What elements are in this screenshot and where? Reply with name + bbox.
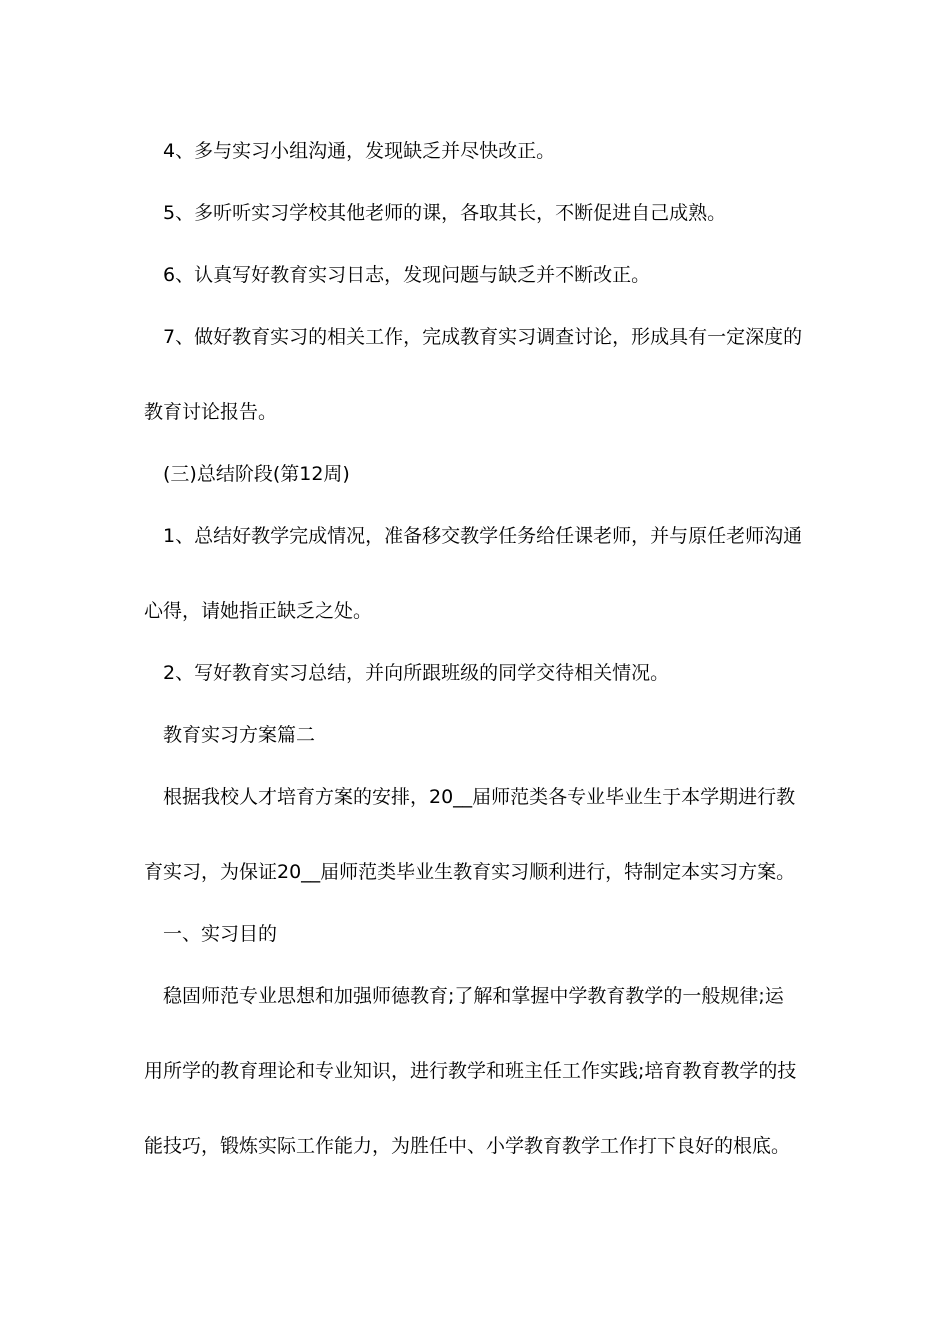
paragraph-line: 稳固师范专业思想和加强师德教育;了解和掌握中学教育教学的一般规律;运 [163,985,784,1007]
paragraph-line: 1、总结好教学完成情况，准备移交教学任务给任课老师，并与原任老师沟通 [163,525,803,547]
paragraph-line: 7、做好教育实习的相关工作，完成教育实习调查讨论，形成具有一定深度的 [163,326,803,348]
paragraph-line: 根据我校人才培育方案的安排，20__届师范类各专业毕业生于本学期进行教 [163,786,796,808]
section-heading: (三)总结阶段(第12周) [163,463,350,485]
paragraph-line: 6、认真写好教育实习日志，发现问题与缺乏并不断改正。 [163,264,651,286]
paragraph-line: 能技巧，锻炼实际工作能力，为胜任中、小学教育教学工作打下良好的根底。 [144,1135,791,1157]
section-heading: 一、实习目的 [163,923,278,945]
paragraph-line: 5、多听听实习学校其他老师的课，各取其长，不断促进自己成熟。 [163,202,727,224]
paragraph-line: 教育讨论报告。 [144,401,278,423]
paragraph-line: 心得，请她指正缺乏之处。 [144,600,373,622]
section-heading: 教育实习方案篇二 [163,724,316,746]
paragraph-line: 育实习，为保证20__届师范类毕业生教育实习顺利进行，特制定本实习方案。 [144,861,796,883]
paragraph-line: 4、多与实习小组沟通，发现缺乏并尽快改正。 [163,140,556,162]
paragraph-line: 2、写好教育实习总结，并向所跟班级的同学交待相关情况。 [163,662,670,684]
paragraph-line: 用所学的教育理论和专业知识，进行教学和班主任工作实践;培育教育教学的技 [144,1060,797,1082]
